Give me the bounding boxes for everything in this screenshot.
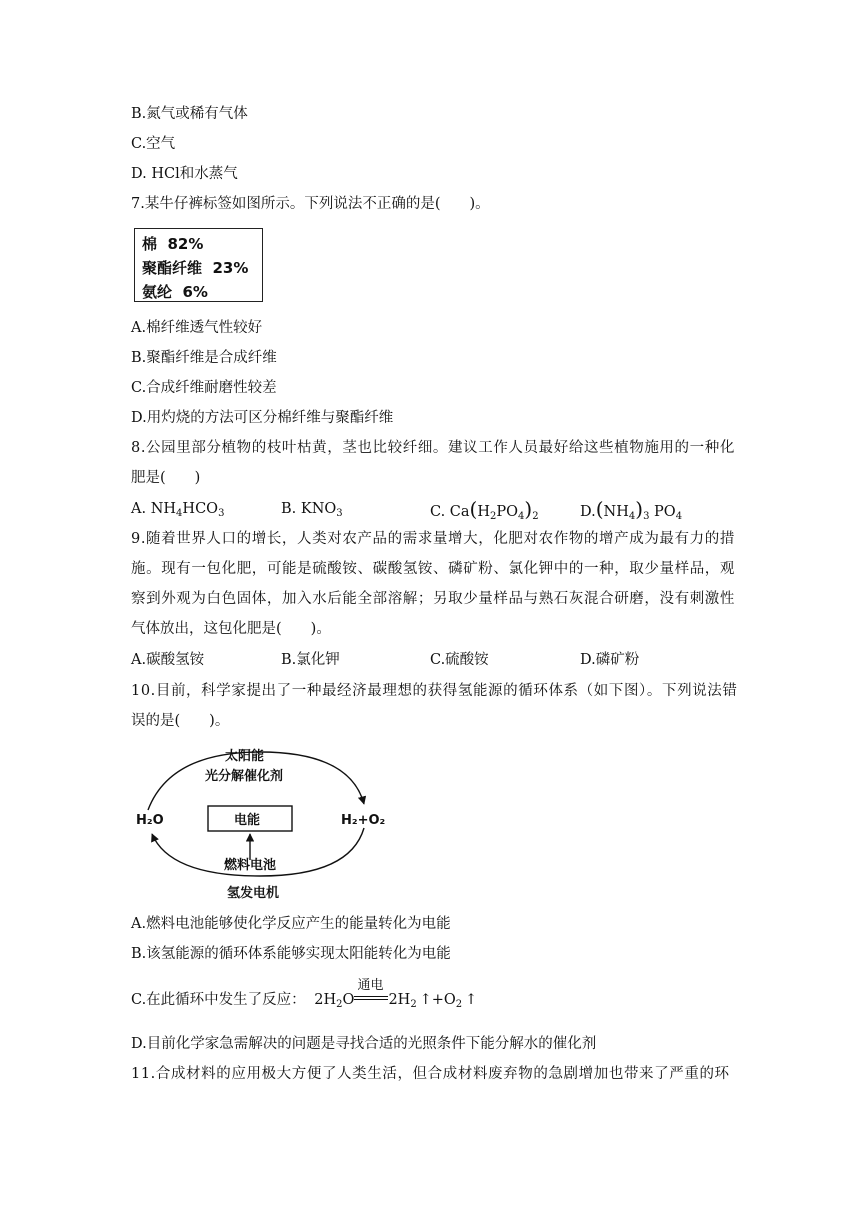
- q8-option-d: $D.(NH_4)_3$ $PO_4$: [580, 497, 683, 522]
- q8-option-a: A. $NH_4HCO_3$: [131, 501, 225, 519]
- q8-stem-line2: 肥是( ): [131, 470, 201, 486]
- q10-stem-line2: 误的是( )。: [131, 713, 230, 729]
- q7-stem: 7.某牛仔裤标签如图所示。下列说法不正确的是( )。: [131, 196, 490, 212]
- q10-option-c: C.在此循环中发生了反应： $2H_2O$ 通电 $2H_2$ $↑+O_2$ ↑: [131, 976, 477, 1006]
- q9-stem-line2: 施。现有一包化肥，可能是硫酸铵、碳酸氢铵、磷矿粉、氯化钾中的一种，取少量样品，观: [131, 561, 735, 577]
- diagram-fuel-cell: 燃料电池: [224, 858, 277, 873]
- q9-option-b: B.氯化钾: [281, 652, 340, 668]
- diagram-solar-energy: 太阳能: [225, 749, 265, 764]
- q7-option-d: D.用灼烧的方法可区分棉纤维与聚酯纤维: [131, 410, 394, 426]
- diagram-water: H₂O: [136, 813, 164, 828]
- q9-option-a: A.碳酸氢铵: [131, 652, 205, 668]
- diagram-electric-energy: 电能: [234, 813, 261, 828]
- q8-option-c: C. $Ca(H_2PO_4)_2$: [430, 497, 539, 522]
- label-row-cotton: 棉 82%: [142, 235, 204, 253]
- hydrogen-cycle-diagram: [130, 742, 390, 904]
- diagram-hydrogen-generator: 氢发电机: [227, 886, 280, 901]
- q9-option-d: D.磷矿粉: [580, 652, 640, 668]
- q8-option-b: B. $KNO_3$: [281, 501, 343, 519]
- jeans-label: [134, 228, 263, 302]
- q8-stem-line1: 8.公园里部分植物的枝叶枯黄，茎也比较纤细。建议工作人员最好给这些植物施用的一种化: [131, 440, 735, 456]
- q9-stem-line4: 气体放出，这包化肥是( )。: [131, 621, 331, 637]
- q10-option-b: B.该氢能源的循环体系能够实现太阳能转化为电能: [131, 946, 451, 962]
- q6-option-d: D. HCl和水蒸气: [131, 166, 238, 182]
- reaction-condition: 通电: [357, 978, 384, 993]
- q6-option-c: C.空气: [131, 136, 176, 152]
- q9-stem-line1: 9.随着世界人口的增长，人类对农产品的需求量增大，化肥对农作物的增产成为最有力的措: [131, 531, 735, 547]
- q9-option-c: C.硫酸铵: [430, 652, 489, 668]
- q6-option-b: B.氮气或稀有气体: [131, 106, 248, 122]
- diagram-photocatalyst: 光分解催化剂: [205, 769, 284, 784]
- diagram-hydrogen-oxygen: H₂+O₂: [341, 813, 386, 828]
- q11-stem-line1: 11.合成材料的应用极大方便了人类生活，但合成材料废弃物的急剧增加也带来了严重的环: [131, 1066, 730, 1082]
- q9-stem-line3: 察到外观为白色固体，加入水后能全部溶解；另取少量样品与熟石灰混合研磨，没有刺激性: [131, 591, 735, 607]
- q7-option-c: C.合成纤维耐磨性较差: [131, 380, 277, 396]
- q10-option-d: D.目前化学家急需解决的问题是寻找合适的光照条件下能分解水的催化剂: [131, 1036, 597, 1052]
- q10-stem-line1: 10.目前，科学家提出了一种最经济最理想的获得氢能源的循环体系（如下图）。下列说法错: [131, 683, 738, 699]
- q7-option-a: A.棉纤维透气性较好: [131, 320, 263, 336]
- q7-option-b: B.聚酯纤维是合成纤维: [131, 350, 277, 366]
- label-row-polyester: 聚酯纤维 23%: [142, 259, 249, 277]
- label-row-spandex: 氨纶 6%: [142, 283, 208, 301]
- q10-option-a: A.燃料电池能够使化学反应产生的能量转化为电能: [131, 916, 451, 932]
